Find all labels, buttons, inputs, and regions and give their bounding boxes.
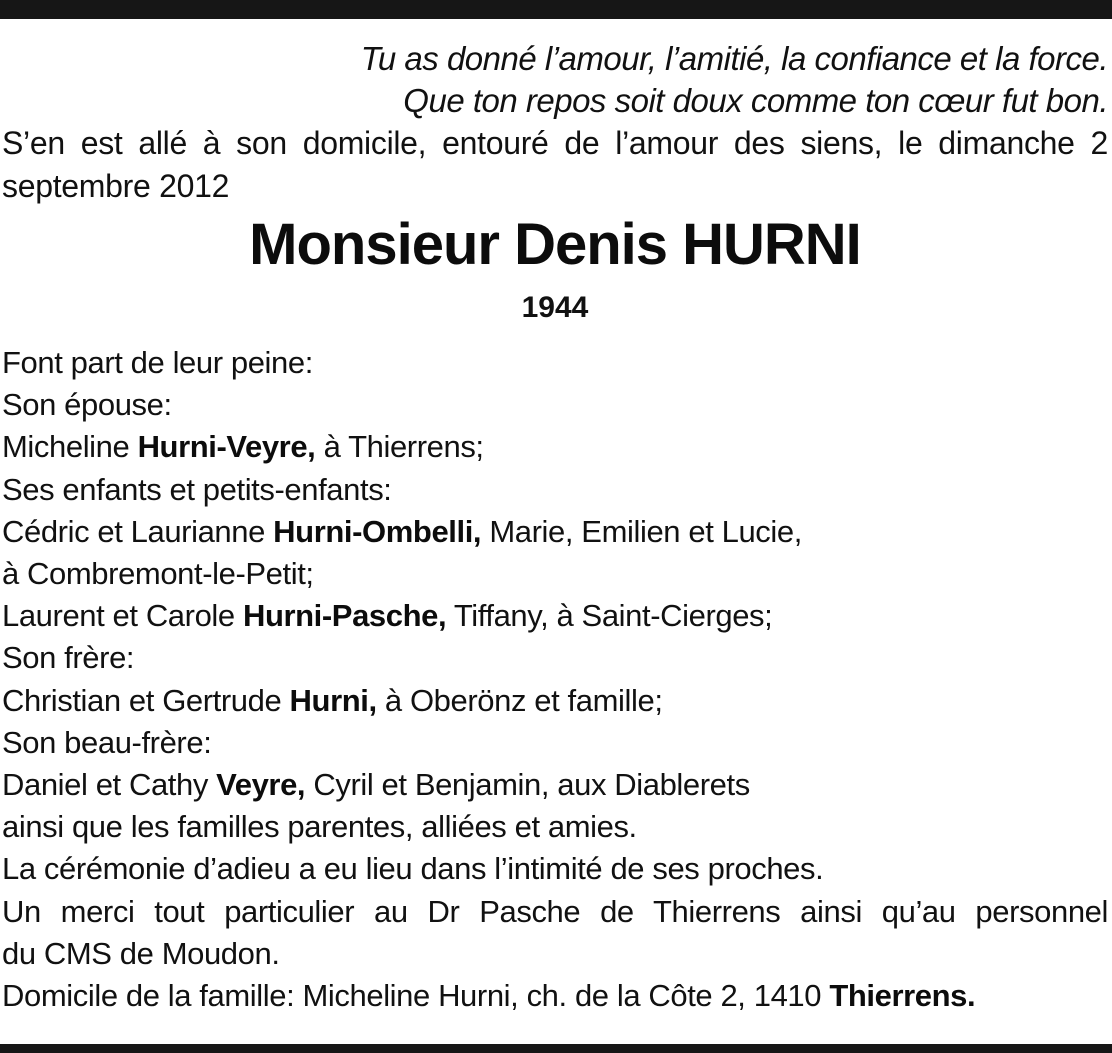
birth-year: 1944 (521, 291, 589, 324)
family-name: Hurni-Ombelli, (273, 513, 482, 549)
text-line: Christian et Gertrude Hurni, à Oberönz et famille; (2, 682, 663, 718)
text-line: Son épouse: (2, 387, 172, 423)
text-line: Cédric et Laurianne Hurni-Ombelli, Marie, Emilien et Lucie, (2, 513, 802, 549)
obituary-notice (2, 38, 1108, 1017)
deceased-name: Monsieur Denis HURNI (249, 212, 861, 277)
text-line: Domicile de la famille: Micheline Hurni, ch. de la Côte 2, 1410 Thierrens. (2, 978, 976, 1014)
text-line: Font part de leur peine: (2, 345, 313, 380)
bottom-rule (0, 1044, 1112, 1053)
family-name: Hurni, (289, 682, 377, 718)
text-line: Son beau-frère: (2, 724, 212, 760)
family-city: Thierrens. (829, 978, 976, 1014)
family-name: Veyre, (216, 767, 306, 803)
epigraph-line-1: Tu as donné l’amour, l’amitié, la confiance et la force. (360, 40, 1108, 77)
death-announcement: S’en est allé à son domicile, entouré de l’amour des siens, le dimanche 2 septembre 2012 (2, 125, 1108, 204)
text-line: Un merci tout particulier au Dr Pasche de Thierrens ainsi qu’au personnel (2, 893, 1108, 929)
text-line: à Combremont-le-Petit; (2, 556, 314, 592)
text-line: La cérémonie d’adieu a eu lieu dans l’intimité de ses proches. (2, 851, 824, 887)
family-name: Hurni-Veyre, (137, 429, 316, 465)
text-line: Daniel et Cathy Veyre, Cyril et Benjamin, aux Diablerets (2, 767, 750, 803)
text-line: Son frère: (2, 640, 135, 676)
family-list (2, 342, 1108, 1017)
top-rule (0, 0, 1112, 19)
epigraph (2, 38, 1108, 122)
text-line: Ses enfants et petits-enfants: (2, 471, 392, 507)
epigraph-line-2: Que ton repos soit doux comme ton cœur fut bon. (403, 82, 1108, 119)
text-line: du CMS de Moudon. (2, 935, 280, 971)
family-name: Hurni-Pasche, (242, 598, 447, 634)
text-line: Micheline Hurni-Veyre, à Thierrens; (2, 429, 484, 465)
text-line: Laurent et Carole Hurni-Pasche, Tiffany, à Saint-Cierges; (2, 598, 773, 634)
text-line: ainsi que les familles parentes, alliées et amies. (2, 809, 637, 845)
